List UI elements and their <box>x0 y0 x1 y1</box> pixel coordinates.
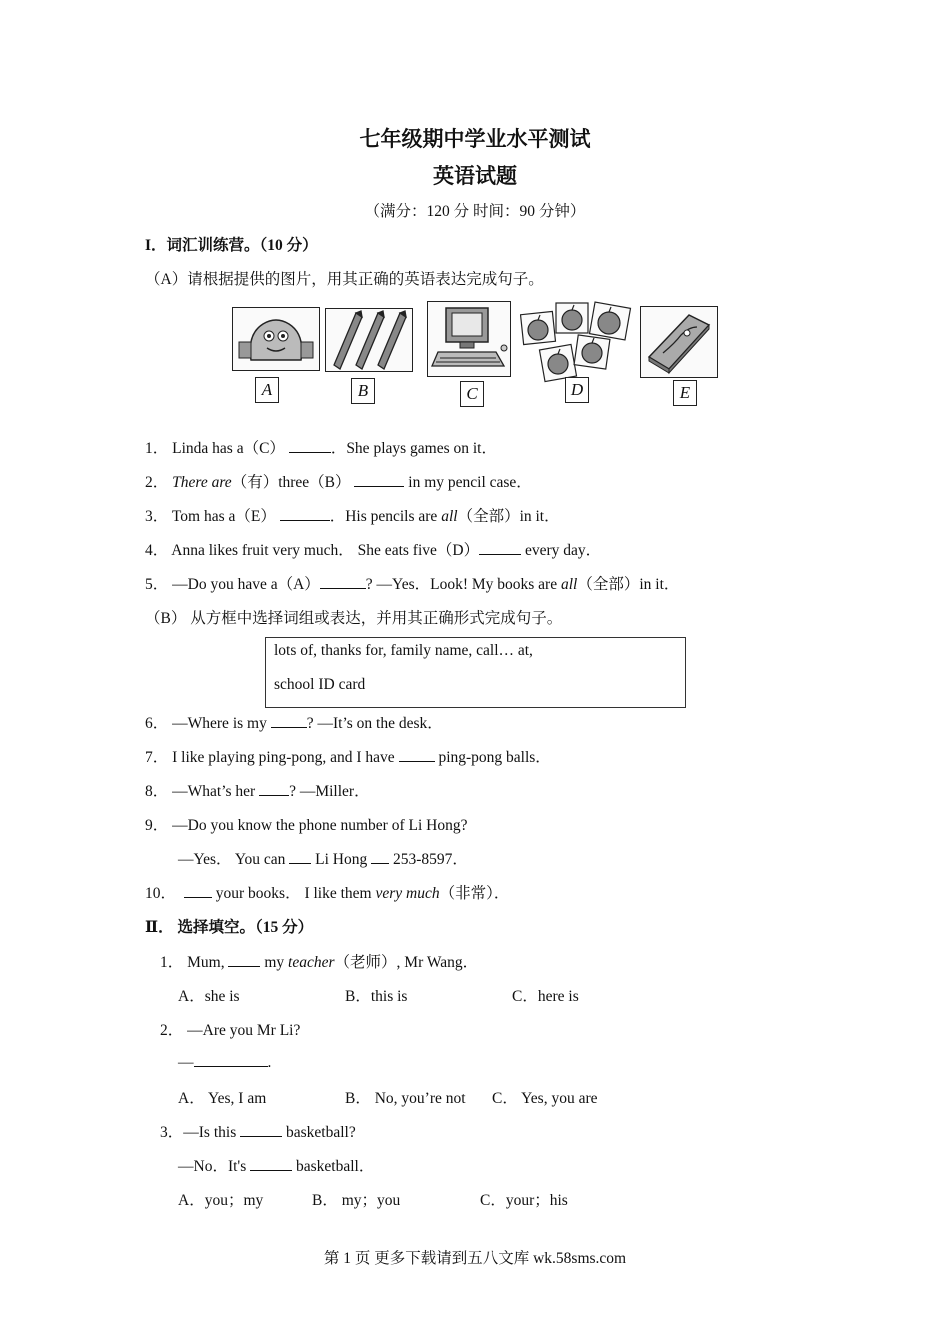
question-text: —Do you have a（A） <box>172 576 320 593</box>
question-number: 4． <box>145 542 169 559</box>
answer-blank[interactable] <box>289 438 331 453</box>
question-number: 6． <box>145 715 169 732</box>
question-2-1 <box>160 950 478 972</box>
answer-blank[interactable] <box>250 1156 292 1171</box>
question-text: every day． <box>524 542 602 559</box>
question-text: ping-pong balls． <box>438 749 551 766</box>
part-b-instruction: （B） 从方框中选择词组或表达，并用其正确形式完成句子。 <box>145 610 563 627</box>
option-a[interactable]: A． Yes, I am <box>178 1090 267 1107</box>
question-number: 1． <box>160 954 184 971</box>
question-text: （全部）in it． <box>457 508 560 525</box>
question-1-9 <box>145 813 467 835</box>
part-a-instruction: （A）请根据提供的图片，用其正确的英语表达完成句子。 <box>145 271 544 288</box>
answer-blank[interactable] <box>354 472 404 487</box>
word-bank-box <box>265 637 686 708</box>
question-text: Linda has a（C） <box>172 440 285 457</box>
pencils-icon <box>326 309 412 371</box>
question-text: ? —Miller． <box>289 783 370 800</box>
page-subtitle: 英语试题 <box>433 164 517 188</box>
question-text: in my pencil case． <box>408 474 532 491</box>
answer-blank[interactable] <box>240 1122 282 1137</box>
question-number: 10． <box>145 885 177 902</box>
answer-blank[interactable] <box>289 849 311 864</box>
question-number: 1． <box>145 440 169 457</box>
question-1-5 <box>145 572 679 594</box>
answer-blank[interactable] <box>184 883 212 898</box>
question-1-6 <box>145 711 443 733</box>
question-text: Anna likes fruit very much． She eats five（D） <box>171 542 480 559</box>
question-text: （全部）in it． <box>577 576 680 593</box>
question-1-7 <box>145 745 551 767</box>
option-b[interactable]: B． No, you’re not <box>345 1090 466 1107</box>
question-2-3-response <box>178 1154 374 1176</box>
question-1-1 <box>145 436 497 458</box>
section-2-heading: Ⅱ． 选择填空。（15 分） <box>145 919 314 936</box>
question-number: 3． <box>160 1124 184 1141</box>
question-1-2 <box>145 470 532 492</box>
question-text: ? —It’s on the desk． <box>306 715 443 732</box>
question-number: 5． <box>145 576 169 593</box>
question-text: my <box>264 954 285 971</box>
question-1-10 <box>145 881 509 903</box>
question-text: your books． I like them <box>215 885 372 902</box>
question-number: 7． <box>145 749 169 766</box>
question-text: . <box>267 1054 272 1071</box>
question-text-italic: very much <box>375 885 440 902</box>
question-1-4 <box>145 538 601 560</box>
question-text: —What’s her <box>172 783 256 800</box>
page-title: 七年级期中学业水平测试 <box>359 127 591 151</box>
option-a[interactable]: A．she is <box>178 988 240 1005</box>
question-text: —Do you know the phone number of Li Hong? <box>172 817 468 834</box>
question-1-8 <box>145 779 370 801</box>
question-text: —Where is my <box>172 715 267 732</box>
picture-label-a: A <box>255 377 279 403</box>
option-b[interactable]: B．this is <box>345 988 408 1005</box>
question-2-3 <box>160 1120 356 1142</box>
question-text: —No．It's <box>178 1158 247 1175</box>
question-text: basketball? <box>285 1124 356 1141</box>
pencil-box-icon <box>641 307 717 377</box>
question-text: （非常）． <box>439 885 510 902</box>
picture-label-e: E <box>673 380 697 406</box>
computer-icon <box>428 302 510 376</box>
question-number: 3． <box>145 508 169 525</box>
question-1-9-response <box>178 847 468 869</box>
option-b[interactable]: B． my；you <box>312 1192 401 1209</box>
option-a[interactable]: A．you；my <box>178 1192 264 1209</box>
question-text-italic: There are <box>172 474 232 491</box>
word-bank-line-1: lots of, thanks for, family name, call… at, <box>274 642 533 659</box>
question-text: ．She plays games on it． <box>330 440 497 457</box>
question-text: （老师）, Mr Wang． <box>334 954 479 971</box>
picture-label-c: C <box>460 381 484 407</box>
question-number: 9． <box>145 817 169 834</box>
question-number: 2． <box>160 1022 184 1039</box>
exam-info: （满分：120 分 时间：90 分钟） <box>364 203 586 220</box>
question-2-2-response <box>178 1052 271 1072</box>
question-1-3 <box>145 504 560 526</box>
apples-icon <box>520 297 634 387</box>
schoolbag-icon <box>233 308 319 370</box>
question-text: Tom has a（E） <box>171 508 276 525</box>
question-text: basketball． <box>296 1158 375 1175</box>
question-text: ．His pencils are <box>329 508 438 525</box>
question-text: —Are you Mr Li? <box>187 1022 301 1039</box>
question-text: 253-8597． <box>392 851 468 868</box>
question-text: — <box>178 1054 194 1071</box>
option-c[interactable]: C．here is <box>512 988 579 1005</box>
question-text: （有）three（B） <box>231 474 351 491</box>
question-text: Li Hong <box>315 851 368 868</box>
picture-label-b: B <box>351 378 375 404</box>
option-c[interactable]: C．your；his <box>480 1192 568 1209</box>
question-text: —Yes． You can <box>178 851 286 868</box>
option-c[interactable]: C． Yes, you are <box>492 1090 598 1107</box>
answer-blank[interactable] <box>371 849 389 864</box>
answer-blank[interactable] <box>228 952 260 967</box>
answer-blank[interactable] <box>280 506 330 521</box>
answer-blank[interactable] <box>194 1052 268 1067</box>
word-bank-line-2: school ID card <box>274 676 366 693</box>
question-text-italic: all <box>560 576 578 593</box>
question-text: —Is this <box>183 1124 237 1141</box>
page-footer: 第 1 页 更多下载请到五八文库 wk.58sms.com <box>323 1250 627 1267</box>
answer-blank[interactable] <box>259 781 289 796</box>
answer-blank[interactable] <box>479 540 521 555</box>
section-1-heading: I．词汇训练营。（10 分） <box>145 237 318 254</box>
answer-blank[interactable] <box>271 713 307 728</box>
question-text: I like playing ping-pong, and I have <box>172 749 395 766</box>
question-2-2 <box>160 1018 300 1040</box>
answer-blank[interactable] <box>320 574 366 589</box>
answer-blank[interactable] <box>399 747 435 762</box>
question-number: 2． <box>145 474 169 491</box>
question-text: ? —Yes．Look! My books are <box>365 576 558 593</box>
question-text-italic: teacher <box>288 954 335 971</box>
question-text-italic: all <box>441 508 458 525</box>
picture-label-d: D <box>565 377 589 403</box>
question-number: 8． <box>145 783 169 800</box>
question-text: Mum, <box>187 954 225 971</box>
